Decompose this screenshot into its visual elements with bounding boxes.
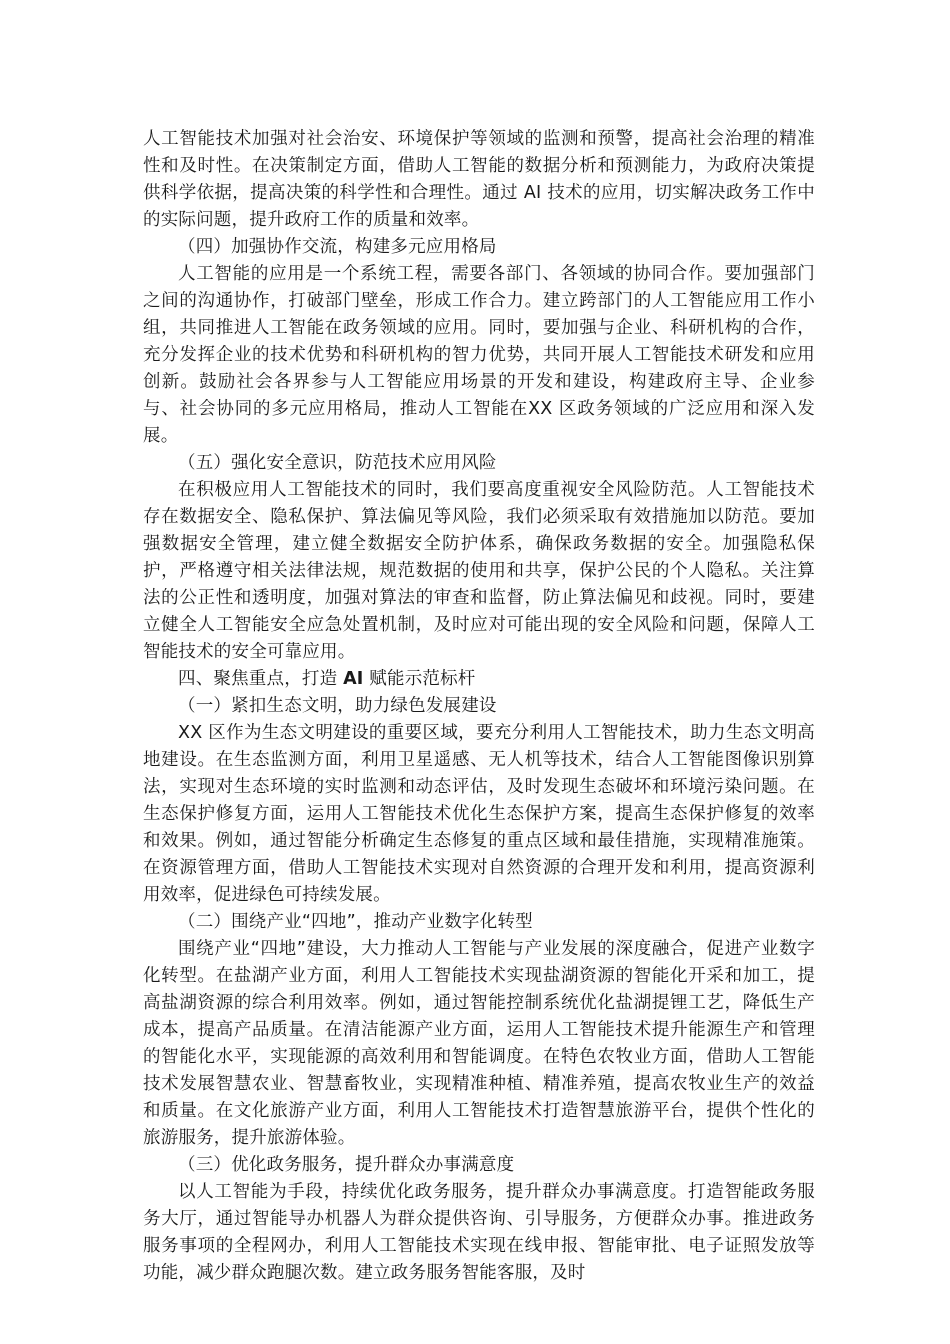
section-heading-4 (143, 666, 815, 693)
paragraph-ecology: XX 区作为生态文明建设的重要区域，要充分利用人工智能技术，助力生态文明高地建设。在生态监测方面，利用卫星遥感、无人机等技术，结合人工智能图像识别算法，实现对生态环境的实时监测和动态评估，及时发现生态破坏和环境污染问题。在生态保护修复方面，运用人工智能技术优化生态保护方案，提高生态保护修复的效率和效果。例如，通过智能分析确定生态修复的重点区域和最佳措施，实现精准施策。在资源管理方面，借助人工智能技术实现对自然资源的合理开发和利用，提高资源利用效率，促进绿色可持续发展。 (143, 723, 815, 905)
subheading-3: （三）优化政务服务，提升群众办事满意度 (178, 1155, 515, 1175)
document-body (143, 126, 815, 1287)
section-heading-suffix: 赋能示范标杆 (363, 669, 476, 689)
paragraph-services: 以人工智能为手段，持续优化政务服务，提升群众办事满意度。打造智能政务服务大厅，通过智能导办机器人为群众提供咨询、引导服务，方便群众办事。推进政务服务事项的全程网办，利用人工智能技术实现在线申报、智能审批、电子证照发放等功能，减少群众跑腿次数。建立政务服务智能客服，及时 (143, 1182, 815, 1283)
section-heading-ai: AI (343, 669, 364, 689)
subheading-2: （二）围绕产业“四地”，推动产业数字化转型 (178, 912, 533, 932)
section-heading-prefix: 四、聚焦重点，打造 (178, 669, 344, 689)
paragraph-continuation: 人工智能技术加强对社会治安、环境保护等领域的监测和预警，提高社会治理的精准性和及时性。在决策制定方面，借助人工智能的数据分析和预测能力，为政府决策提供科学依据，提高决策的科学性和合理性。通过 AI 技术的应用，切实解决政务工作中的实际问题，提升政府工作的质量和效率。 (143, 129, 815, 230)
subheading-4: （四）加强协作交流，构建多元应用格局 (178, 237, 497, 257)
subheading-5: （五）强化安全意识，防范技术应用风险 (178, 453, 497, 473)
paragraph-industry: 围绕产业“四地”建设，大力推动人工智能与产业发展的深度融合，促进产业数字化转型。在盐湖产业方面，利用人工智能技术实现盐湖资源的智能化开采和加工，提高盐湖资源的综合利用效率。例如，通过智能控制系统优化盐湖提锂工艺，降低生产成本，提高产品质量。在清洁能源产业方面，运用人工智能技术提升能源生产和管理的智能化水平，实现能源的高效利用和智能调度。在特色农牧业方面，借助人工智能技术发展智慧农业、智慧畜牧业，实现精准种植、精准养殖，提高农牧业生产的效益和质量。在文化旅游产业方面，利用人工智能技术打造智慧旅游平台，提供个性化的旅游服务，提升旅游体验。 (143, 939, 815, 1148)
paragraph-collaboration: 人工智能的应用是一个系统工程，需要各部门、各领域的协同合作。要加强部门之间的沟通协作，打破部门壁垒，形成工作合力。建立跨部门的人工智能应用工作小组，共同推进人工智能在政务领域的应用。同时，要加强与企业、科研机构的合作，充分发挥企业的技术优势和科研机构的智力优势，共同开展人工智能技术研发和应用创新。鼓励社会各界参与人工智能应用场景的开发和建设，构建政府主导、企业参与、社会协同的多元应用格局，推动人工智能在XX 区政务领域的广泛应用和深入发展。 (143, 264, 815, 446)
subheading-1: （一）紧扣生态文明，助力绿色发展建设 (178, 696, 497, 716)
paragraph-security: 在积极应用人工智能技术的同时，我们要高度重视安全风险防范。人工智能技术存在数据安全、隐私保护、算法偏见等风险，我们必须采取有效措施加以防范。要加强数据安全管理，建立健全数据安全防护体系，确保政务数据的安全。加强隐私保护，严格遵守相关法律法规，规范数据的使用和共享，保护公民的个人隐私。关注算法的公正性和透明度，加强对算法的审查和监督，防止算法偏见和歧视。同时，要建立健全人工智能安全应急处置机制，及时应对可能出现的安全风险和问题，保障人工智能技术的安全可靠应用。 (143, 480, 815, 662)
